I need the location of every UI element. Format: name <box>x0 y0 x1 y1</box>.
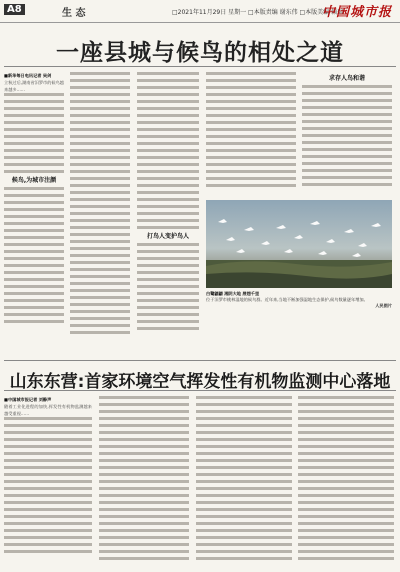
photo-birds-over-wetland <box>206 200 392 288</box>
story2-body-excerpt: 随着工业化进程的加快,挥发性有机物监测越来越受重视…… <box>4 404 92 416</box>
section-name: 生 态 <box>62 8 86 19</box>
photo-caption <box>206 291 392 309</box>
divider <box>4 66 396 67</box>
story2-column-1 <box>4 396 92 568</box>
headline-story2: 山东东营:首家环境空气挥发性有机物监测中心落地 <box>9 372 391 392</box>
page-number: A8 <box>4 4 25 15</box>
story2-column-2 <box>99 396 189 568</box>
photo-title: 白鹭翩翩 湘阴大地 展翅千里 <box>206 291 260 296</box>
story1-column-5 <box>302 72 392 196</box>
page-header <box>0 0 400 23</box>
story1-subhead-2: 打鸟人变护鸟人 <box>146 233 189 240</box>
masthead-logo: 中国城市报 <box>322 5 393 20</box>
divider <box>4 360 396 361</box>
story1-byline: ■新华每日电讯记者 吴剑 <box>4 73 52 78</box>
story1-subhead-3: 求存人鸟和谐 <box>328 75 365 82</box>
story1-column-3 <box>137 72 199 357</box>
photo-credit: 人民图片 <box>375 303 392 308</box>
story1-column-2 <box>70 72 130 357</box>
story1-body-excerpt: 立秋过后,湖南省汨罗市的候鸟越来越多…… <box>4 80 64 92</box>
story2-byline: ■中国城市报记者 刘静声 <box>4 397 52 402</box>
divider <box>4 390 396 391</box>
story2-column-4 <box>298 396 394 568</box>
dateline: □2021年11月29日 星期一 □本版责编 谢东伟 □本版美编 赖瑞 <box>172 9 344 16</box>
story1-column-1 <box>4 72 64 357</box>
story1-subhead-1: 候鸟,为城市注颜 <box>11 177 57 184</box>
story2-column-3 <box>196 396 292 568</box>
headline-story1: 一座县城与候鸟的相处之道 <box>56 39 344 66</box>
story1-column-4 <box>206 72 296 196</box>
photo-caption-text: 位于汨罗市桃林湿地的候鸟群。近年来,当地不断加强湿地生态保护,候鸟数量逐年增加。 <box>206 297 368 302</box>
